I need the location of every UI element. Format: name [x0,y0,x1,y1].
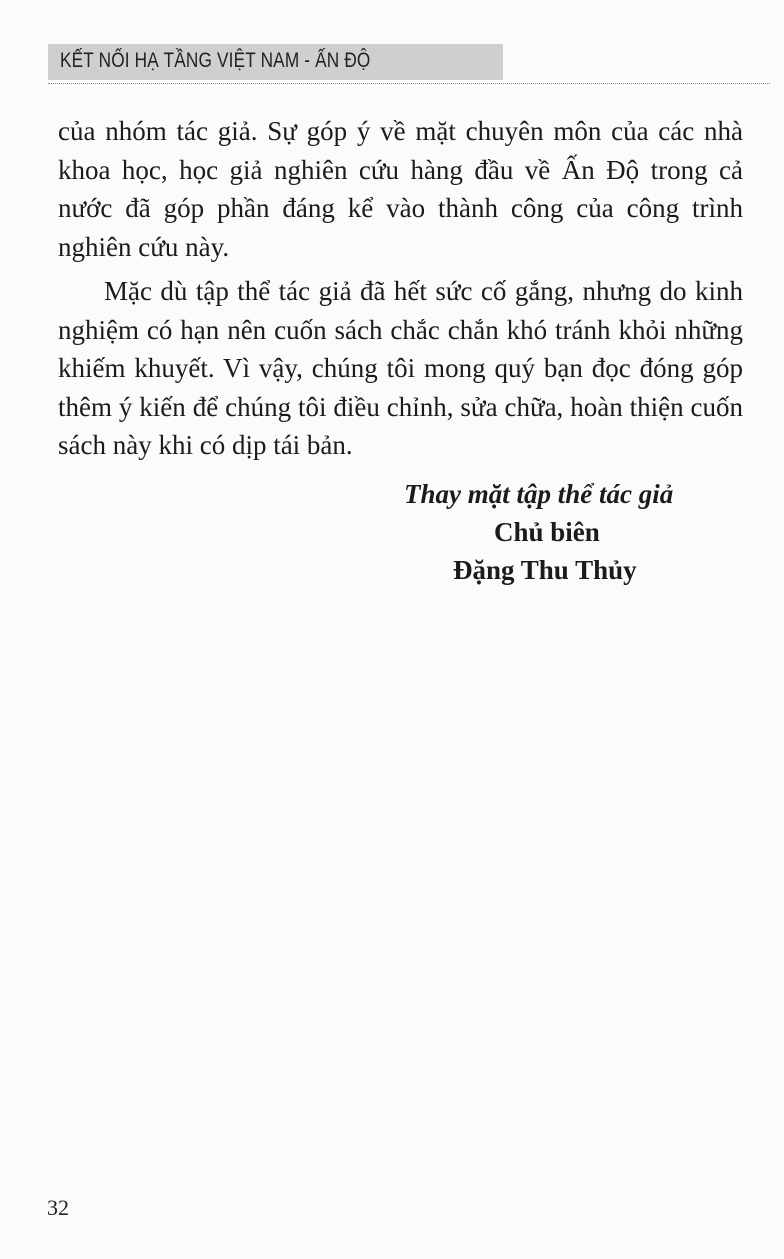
body-text [58,112,743,465]
signature-name: Đặng Thu Thủy [453,555,637,585]
signature-role: Thay mặt tập thể tác giả [404,479,674,509]
running-header-title: KẾT NỐI HẠ TẦNG VIỆT NAM - ẤN ĐỘ [60,49,371,72]
paragraph: Mặc dù tập thể tác giả đã hết sức cố gắng, nhưng do kinh nghiệm có hạn nên cuốn sách chắc chắn khó tránh khỏi những khiếm khuyết. Vì vậy, chúng tôi mong quý bạn đọc đóng góp thêm ý kiến để chúng tôi điều chỉnh, sửa chữa, hoàn thiện cuốn sách này khi có dịp tái bản. [58,276,743,460]
paragraph-continuation: của nhóm tác giả. Sự góp ý về mặt chuyên môn của các nhà khoa học, học giả nghiên cứu hàng đầu về Ấn Độ trong cả nước đã góp phần đáng kể vào thành công của công trình nghiên cứu này. [58,116,743,262]
page-number: 32 [47,1195,69,1220]
header-divider [48,83,770,84]
signature-title: Chủ biên [494,517,600,547]
signature-block [0,479,784,599]
